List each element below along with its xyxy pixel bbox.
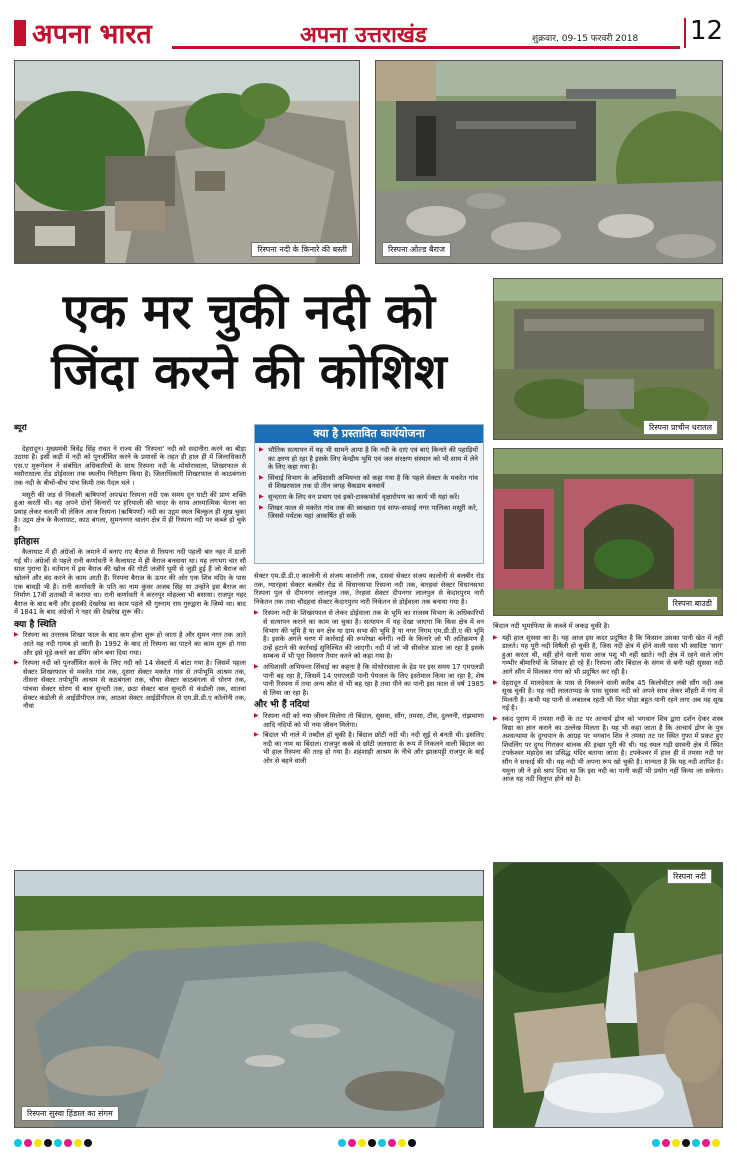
photo-riverbank-settlement-image [15, 61, 360, 264]
registration-marks-left [14, 1139, 92, 1147]
rivers-list-continued [493, 634, 723, 784]
photo-river-confluence-image [15, 871, 484, 1128]
proposed-plan-heading: क्या है प्रस्तावित कार्ययोजना [255, 425, 483, 443]
caption: रिस्पना बाउडी [667, 596, 718, 611]
issue-date: शुक्रवार, 09-15 फरवरी 2018 [532, 34, 639, 44]
photo-risapna-river [493, 862, 723, 1128]
list-item: ▶ स्कंद पुराण में तमसा नदी के तट पर आचार्य द्रोण को भगवान शिव द्वारा दर्शन देकर शस्त्र विद्या का ज्ञान कराने का उल्लेख मिलता है। यह भी कहा जाता है कि आचार्य द्रोण के पुत्र अश्वत्थामा के दुग्धपान के आग्रह पर भगवान शिव ने तमसा तट पर स्थित गुफा में प्रकट हुए शिवलिंग पर दुग्ध गिराकर बालक की इच्छा पूरी की थी। यह स्थल गढ़ी छावनी क्षेत्र में स्थित टपकेश्वर महादेव का प्रसिद्ध मंदिर बताया जाता है। टपकेश्वर में हाल ही में तमसा नदी पर सौंग ने सफाई की थी। यह नदी भी अपना रूप खो चुकी है। मान्यता है कि यह नदी शापित है। यमुना जी ने इसे श्राप दिया था कि इस नदी का पानी कहीं भी प्रयोग नहीं किया जा सकेगा। आज यह नदी विलुप्त होने को है। [502, 715, 723, 784]
photo-baoli [493, 448, 723, 616]
page-number: 12 [690, 16, 724, 46]
story-paragraph: सेक्टर एम.डी.डी.ए कालोनी से संजय कालोनी तक, दसवां सेक्टर संजय कालोनी से बलबीर रोड तक, ग्यारहवां सेक्टर बलबीर रोड से विधानसभा रिस्पना नदी तक, बारहवां सेक्टर विधानसभा रिस्पना पुल से दीपनगर लालपुल तक, तेरहवां सेक्टर दीपनगर लालपुल से केदारपुरम नारी निकेतन तक तथा चौदहवां सेक्टर केदारपुरम नारी निकेतन से डोईवाला तक बनाया गया है। [254, 572, 484, 606]
photo-old-barrage [375, 60, 723, 264]
story-column-1 [14, 424, 246, 896]
list-item: ▶ सुन्दरता के लिए वन प्रभाग एवं इको-टास्कफोर्स वृक्षारोपण का कार्य भी यहां करें। [268, 493, 478, 502]
subhead-history: इतिहास [14, 536, 40, 547]
photo-risapna-river-image [494, 863, 723, 1128]
byline: ब्यूरो [14, 424, 27, 432]
story-column-3 [493, 622, 723, 858]
paper-name: अपना भारत [32, 19, 152, 50]
status-list [14, 631, 246, 710]
list-item: ▶ रिस्पना नदी के शिखरफाल से लेकर डोईवाला तक के भूमि का राजस्व विभाग के अधिकारियों से सत्यापन कराने का काम जा चुका है। सत्यापन में यह देखा जाएगा कि किस क्षेत्र में वन विभाग की भूमि है या वन क्षेत्र या ग्राम सभा की भूमि है या नगर निगम एम.डी.डी.ए की भूमि है। इसके अगले चरण में कार्रवाई की रूपरेखा बनेगी। नदी के किनारे जो भी अतिक्रमण है उन्हें हटाने की कार्रवाई सुनिश्चित की जाएगी। नदी में जो भी सीवरेज डाला जा रहा है इसके सम्बन्ध में भी पूरा विवरण तैयार करने को कहा गया है। [263, 609, 484, 661]
headline-line-2: जिंदा करने की कोशिश [51, 344, 447, 400]
registration-marks-right [652, 1139, 720, 1147]
caption: रिस्पना नदी के किनारे की बस्ती [251, 242, 353, 257]
masthead [0, 0, 737, 56]
caption: रिस्पना सुस्वा हिंडाल का संगम [21, 1106, 119, 1121]
photo-old-barrage-image [376, 61, 723, 264]
subhead-more-rivers: और भी हैं नदियां [254, 700, 310, 711]
list-item: ▶ रिस्पना नदी को पुनर्जीवित करने के लिए नदी को 14 सेक्टरों में बांटा गया है। जिसमें पहला सेक्टर शिखरफाल से मकरेत गांव तक, दूसरा सेक्टर मकरेत गांव से तपोभूमि आश्रम तक, तीसरा सेक्टर तपोभूमि आश्रम से कठबंगला तक, चौथा सेक्टर काठबंगला से धोरण तक, पांचवा सेक्टर धोरण से बाल सुन्दरी तक, छठा सेक्टर बाल सुन्दरी से कंडोली तक, सातवां सेक्टर कंडोली से आईडीपीएल तक, आठवां सेक्टर आईडीपीएल से एम.डी.डी.ए कॉलोनी तक, नौवां [23, 659, 246, 711]
subhead-status: क्या है स्थिति [14, 619, 57, 630]
caption: रिस्पना ओल्ड बैराज [382, 242, 451, 257]
story-column-2 [254, 572, 484, 898]
headline-line-1: एक मर चुकी नदी को [62, 284, 436, 340]
list-item: ▶ अधिशासी अभियन्ता सिंचाई का कहना है कि मोथोरावाला के हेड पर इस समय 17 एमएलडी पानी बह रहा है, जिसमें 14 एमएलडी पानी पेयजल के लिए इस्तेमाल किया जा रहा है, शेष पानी रिस्पना में तथा अन्य स्रोत से भी बह रहा है तथा पीने का पानी इस फाल से वर्ष 1985 से लिया जा रहा है। [263, 663, 484, 697]
caption: रिस्पना नदी [667, 869, 712, 884]
headline [14, 282, 484, 402]
list-item: ▶ देहरादून में मालदेवता के पास से निकलने वाली करीब 45 किलोमीटर लंबी सौंग नदी अब सूख चुकी है। यह नदी लालतप्पड़ के पास सुसवा नदी को अपने साथ लेकर मौहरी में गंगा में मिलती है। कभी यह पानी से लबालब रहती थी फिर थोड़ा बहुत पानी रहने लगा अब यह सूख गई है। [502, 679, 723, 713]
list-item: ▶ रिस्पना का उत्तरस्त्र शिखर फाल के बाद कम होना शुरू हो जाता है और सुमन नगर तक आते आते यह नदी गायब हो जाती है। 1992 के बाद तो रिस्पना का पाटने का काम शुरू हो गया और इसे मूड़े कचरे का डंपिंग जोन बना दिया गया। [23, 631, 246, 657]
list-item: ▶ रिस्पना नदी को नया जीवन मिलेगा तो बिंदाल, सुसवा, सौंग, तमसा, टौंस, दुल्लनी, रांझमाणा आदि नदियों को भी नया जीवन मिलेगा। [263, 712, 484, 729]
list-item: ▶ भौतिक सत्यापन में यह भी सामने आया है कि नदी के दाएं एवं बाएं किनारे की पहाड़ियों का क्षरण हो रहा है इसके लिए केन्द्रीय भूमि एवं जल संरक्षण संस्थान को भी साथ में लेने के लिए कहा गया है। [268, 446, 478, 472]
story-paragraph: कैलाघाट में ही अंग्रेजों के जमाने में बनाए गए बैराज से रिस्पना नदी पहली बार नहर में डाली गई थी। अंग्रेजों से पहले रानी कर्णावती ने कैलाघाट में ही बैराज बनवाया था। यह लगभग चार सौ साल पुराना है। वर्तमान में इस बैराज की खोज की गोटी जंजीरें घूमी से जुड़ी हुई हैं जो बैराज को खोलने और बंद करने के काम आती हैं। रिस्पना बैराज के ऊपर की ओर एक शिव मंदिर के पास एक बावड़ी भी है। रानी कर्णावती के पति का नाम कुंवर अजब सिंह था उन्होंने इस बैराज का निर्माण 17वीं शताब्दी में कराया था। रानी कर्णावती ने करनपुर मोहल्ला भी बसाया। राजपुर नहर बैराज के बाद बनी और इसकी देखरेख का काम पहले श्री गुरुराम राय गुरुद्वारा के जिम्मे था। बाद में 1841 के बाद अंग्रेजों ने नहर की देखरेख शुरू की। [14, 548, 246, 617]
section-title: अपना उत्तराखंड [300, 22, 427, 48]
story-paragraph: देहरादून। मुख्यमंत्री त्रिवेंद्र सिंह रावत ने राज्य की 'रिस्पना' नदी को सदानीरा करने का बीड़ा उठाया है। इसी कड़ी में नदी को पुनर्जीवित करने के प्रयासों के तहत ही हाल ही में जिलाधिकारी एस.ए मुरूगेशन ने संबंधित अधिकारियों के साथ रिस्पना नदी के मोथोरावाला, शिखरफाल से मसौराधाला रोड डोईवाला तक स्थलीय निरीक्षण किया है। जिलाधिकारी शिखरफाल से काठबंगला तक नदी के बीचों-बीच पांच किमी तक पैदल चले । [14, 444, 246, 487]
photo-baoli-image [494, 449, 723, 616]
registration-marks-center [338, 1139, 416, 1147]
story-paragraph: बिंदाल नदी भूमाफिया के कब्जे में जकड़ चुकी है। [493, 622, 610, 630]
rivers-list [254, 712, 484, 766]
proposed-plan-list [255, 446, 483, 523]
proposed-plan-box [254, 424, 484, 564]
list-item: ▶ शिखर फाल से मकरेत गांव तक की स्वच्छता एवं साफ-सफाई नगर पालिका मसूरी करे, जिससे पर्यटक यहां आकर्षित हो सकें [268, 504, 478, 521]
photo-ancient-surface [493, 278, 723, 440]
brand-bar [14, 20, 26, 46]
story-paragraph: मसूरी की जड़ से निकली ऋषिपर्णा अपभ्रंश रिस्पना नदी एक समय दून घाटी की प्राण शक्ति हुआ करती थी। यह अपने दोनों किनारों पर हरियाली की चादर के साथ आध्यात्मिक चेतना का प्रवाह लेकर चलती थी लेकिन आज रिस्पना (ऋषिपर्णा) नदी का उद्गम स्थल बिल्कुल ही सूख चुका है। उद्गम क्षेत्र के कैलाघाट, काठ बंगला, सुमननगर चालंग क्षेत्र में ही रिस्पना नदी पर कब्जे हो चुके हैं। [14, 490, 246, 533]
story-list [254, 609, 484, 697]
caption: रिस्पना प्राचीन धरातल [643, 420, 718, 435]
photo-riverbank-settlement [14, 60, 360, 264]
page-divider [684, 18, 686, 48]
list-item: ▶ यही हाल सुसवा का है। यह आज इस कदर प्रदूषित है कि किसान उसका पानी खेत में नहीं डालते। यह पूरी नदी विषैली हो चुकी है, जिस नदी क्षेत्र में होने वाली घास भी स्वादिष्ट 'साग' हुआ करता थी, वहीं होने वाली घास आज पशु भी नहीं खाते। नदी क्षेत्र में रहने वाले लोग गम्भीर बीमारियों के शिकार हो रहे हैं। रिस्पना और बिंदाल के संगम से बनी यही सुसवा नदी आगे सौंग में मिलकर गंगा को भी प्रदूषित कर रही है। [502, 634, 723, 677]
list-item: ▶ सिंचाई विभाग के अधिशासी अभियन्ता को कहा गया है कि पहले सेक्टर के मकरेत गांव से शिखरफाल तक दो तीन जगह चैकडाम बनवायें [268, 474, 478, 491]
photo-river-confluence [14, 870, 484, 1128]
photo-ancient-surface-image [494, 279, 723, 440]
list-item: ▶ बिंदाल भी नाले में तब्दील हो चुकी है। बिंदाल छोटी नदी थी। नदी सूई से बनती थी। इसलिए नदी का नाम था बिंदाल। राजपुर कस्बे से छोटी जलधारा के रूप में निकलने वाली बिंदाल का भी हाल रिस्पना की तरह हो गया है। शहंशाही आश्रम के नीचे और झाकपट्टी राजपुर के बाईं ओर से बहने वाली [263, 731, 484, 765]
